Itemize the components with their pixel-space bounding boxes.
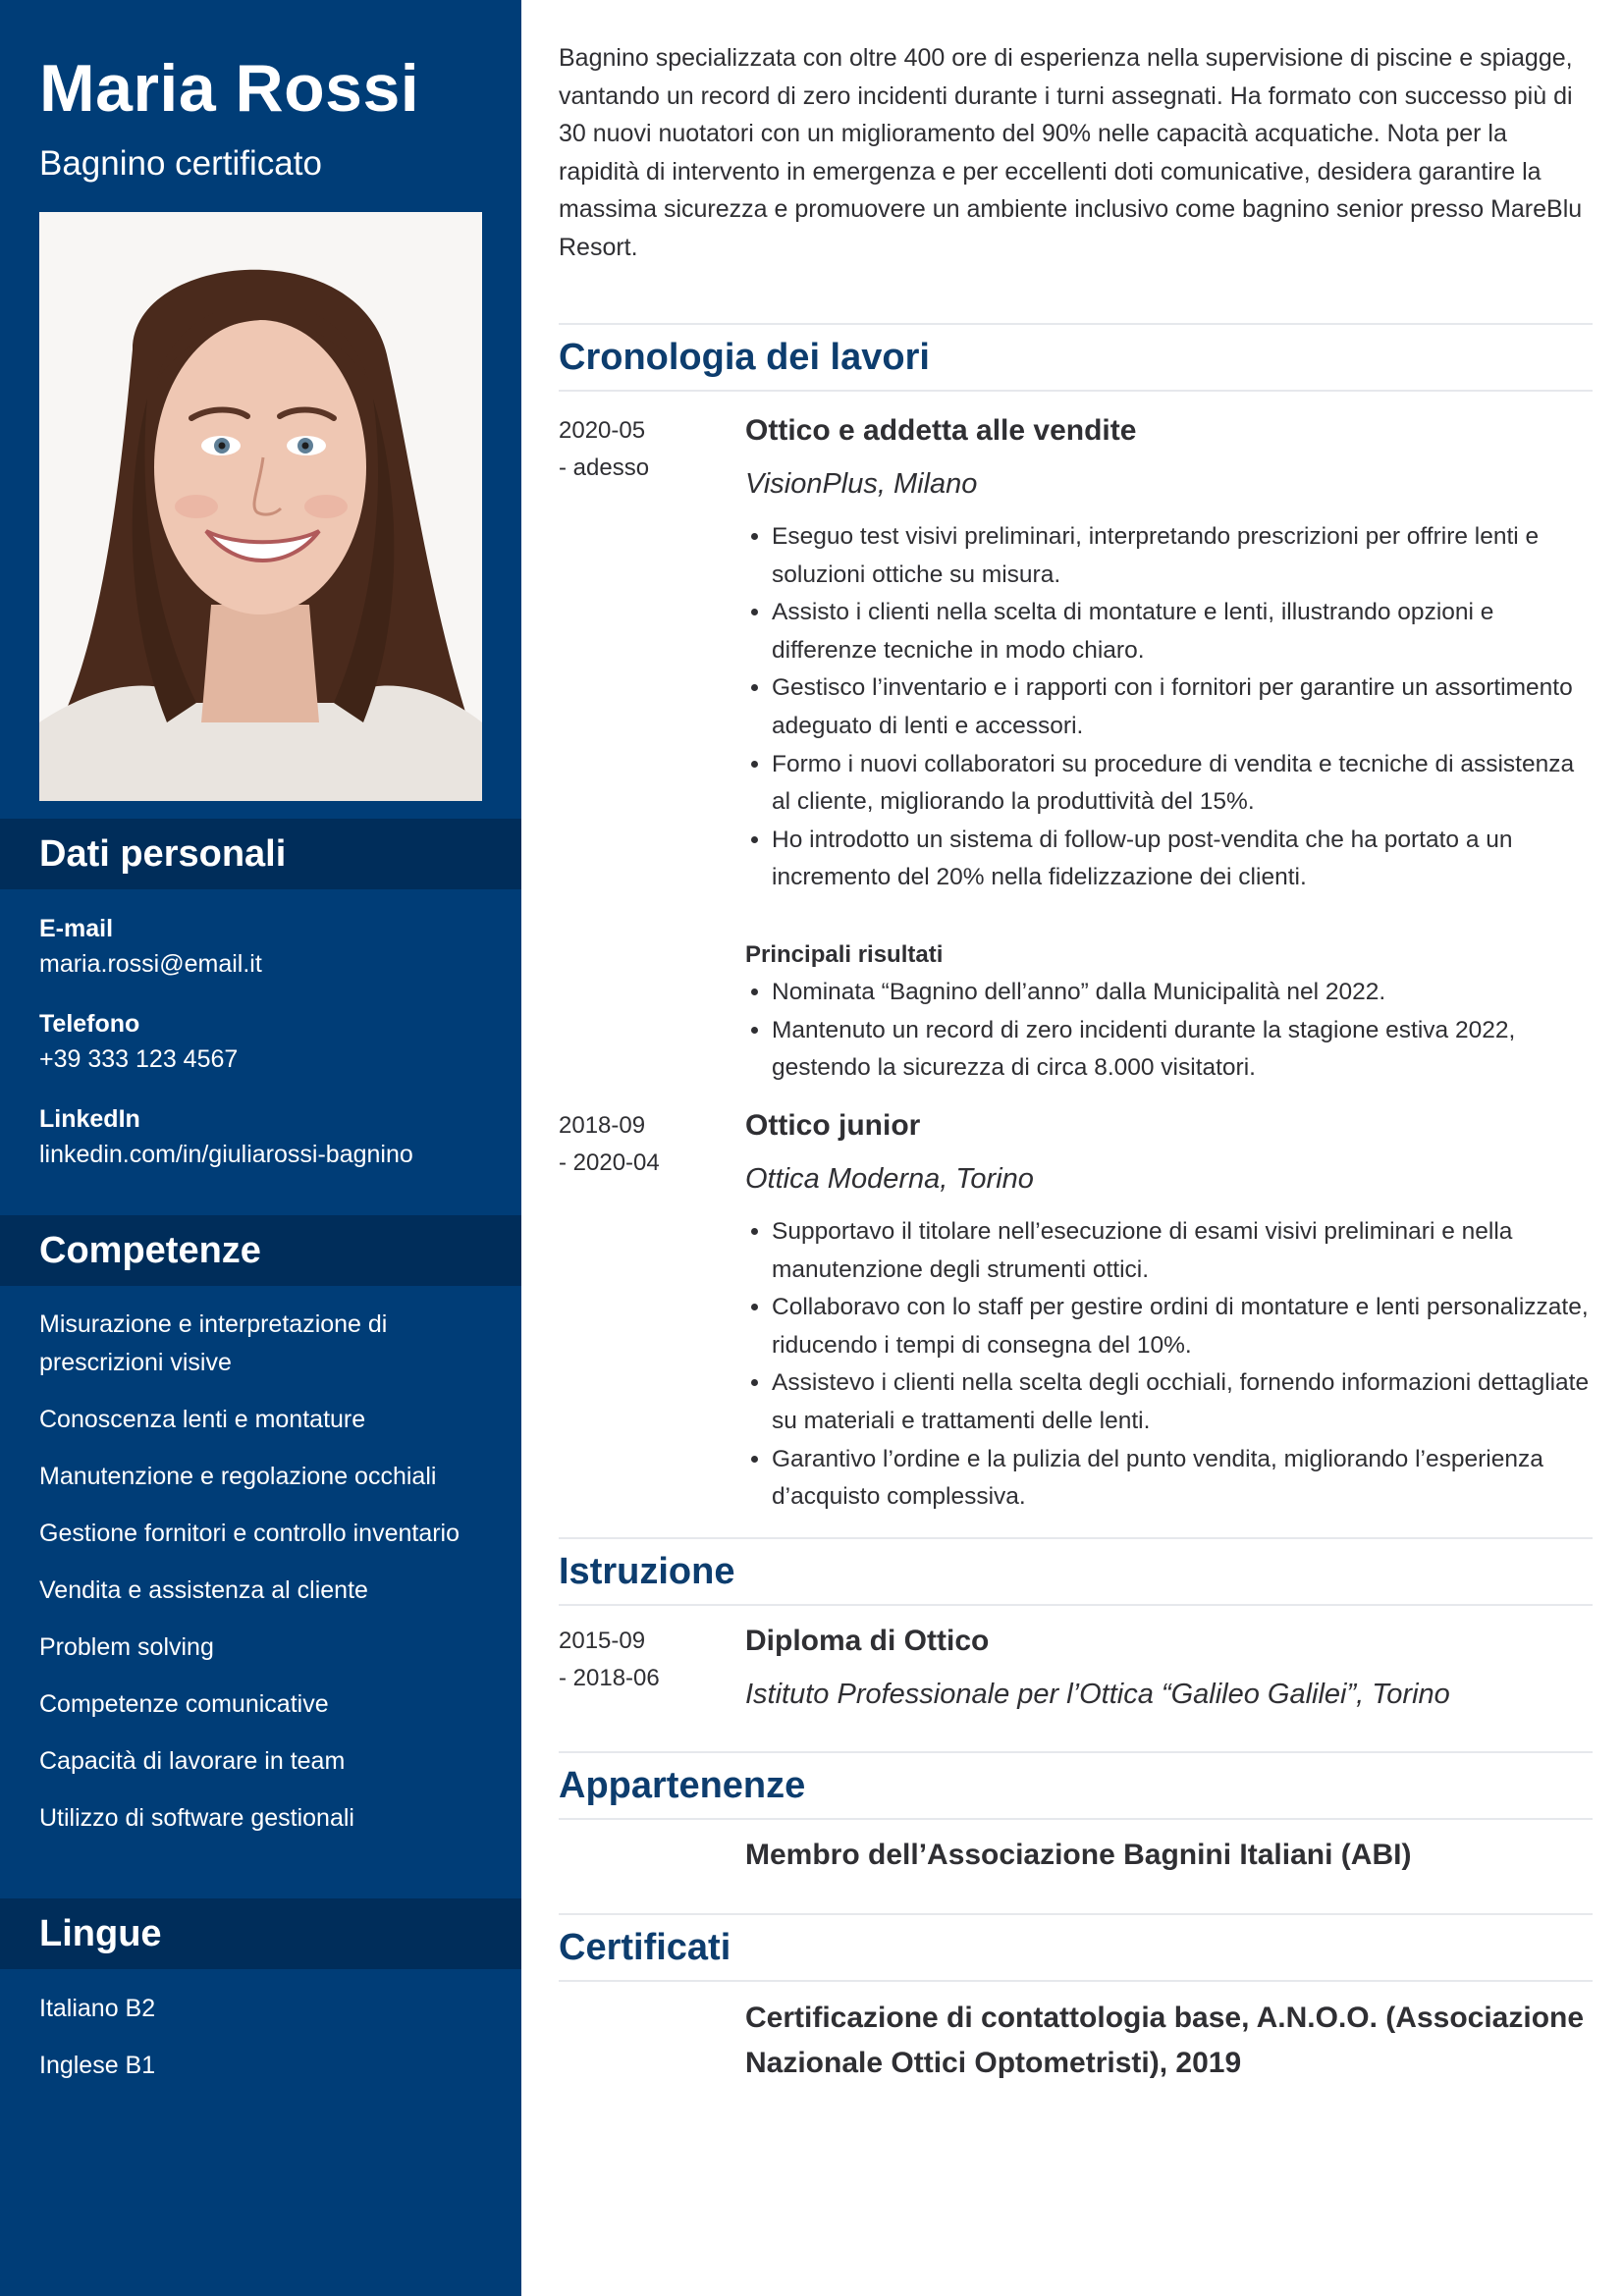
duty-item: • Assistevo i clienti nella scelta degli occhiali, fornendo informazioni dettagliate su materiali e trattamenti delle lenti. <box>772 1364 1593 1440</box>
job-company: VisionPlus, Milano <box>745 468 978 500</box>
skill-item: Utilizzo di software gestionali <box>39 1804 354 1832</box>
duty-item: • Garantivo l’ordine e la pulizia del punto vendita, migliorando l’esperienza d’acquisto complessiva. <box>772 1441 1593 1517</box>
duty-item: • Formo i nuovi collaboratori su procedure di vendita e tecniche di assistenza al cliente, migliorando la produttività del 15%. <box>772 746 1593 822</box>
skills-heading: Competenze <box>0 1215 521 1286</box>
job-body <box>745 412 1593 1088</box>
skill-item: Misurazione e interpretazione di prescrizioni visive <box>39 1310 388 1376</box>
education-body <box>745 1623 1593 1713</box>
candidate-title: Bagnino certificato <box>39 144 322 183</box>
languages-list <box>39 1990 481 2104</box>
certificate-item: Certificazione di contattologia base, A.N.O.O. (Associazione Nazionale Ottici Optometristi), 2019 <box>745 2002 1585 2079</box>
languages-heading: Lingue <box>0 1898 521 1969</box>
job-dates <box>559 1107 726 1182</box>
duty-item: • Gestisco l’inventario e i rapporti con i fornitori per garantire un assortimento adeguato di lenti e accessori. <box>772 669 1593 745</box>
candidate-name: Maria Rossi <box>39 51 420 126</box>
email-value[interactable]: maria.rossi@email.it <box>39 950 262 978</box>
education-degree: Diploma di Ottico <box>745 1625 990 1657</box>
job-duties <box>745 1213 1593 1517</box>
education-dates <box>559 1623 726 1697</box>
personal-data-heading: Dati personali <box>0 819 521 889</box>
skills-list <box>39 1306 481 1856</box>
results-label: Principali risultati <box>745 940 944 968</box>
memberships-heading: Appartenenze <box>559 1751 1593 1820</box>
duty-item: • Collaboravo con lo staff per gestire ordini di montature e lenti personalizzate, riducendo i tempi di consegna del 10%. <box>772 1289 1593 1364</box>
linkedin-block <box>39 1103 501 1172</box>
linkedin-value[interactable]: linkedin.com/in/giuliarossi-bagnino <box>39 1141 413 1168</box>
phone-label: Telefono <box>39 1010 140 1038</box>
education-heading: Istruzione <box>559 1537 1593 1606</box>
membership-item: Membro dell’Associazione Bagnini Italiani (ABI) <box>745 1839 1412 1871</box>
duty-item: • Eseguo test visivi preliminari, interpretando prescrizioni per offrire lenti e soluzioni ottiche su misura. <box>772 518 1593 594</box>
date-end: - 2018-06 <box>559 1665 660 1691</box>
phone-value[interactable]: +39 333 123 4567 <box>39 1045 239 1073</box>
duty-item: • Ho introdotto un sistema di follow-up post-vendita che ha portato a un incremento del 20% nella fidelizzazione dei clienti. <box>772 822 1593 897</box>
linkedin-label: LinkedIn <box>39 1105 140 1133</box>
education-school: Istituto Professionale per l’Ottica “Galileo Galilei”, Torino <box>745 1679 1450 1710</box>
profile-summary: Bagnino specializzata con oltre 400 ore di esperienza nella supervisione di piscine e spiagge, vantando un record di zero incidenti durante i turni assegnati. Ha formato con successo più di 30 nuovi nuotatori con un miglioramento del 90% nelle capacità acquatiche. Nota per la rapidità di intervento in emergenza e per eccellenti doti comunicative, desidera garantire la massima sicurezza e promuovere un ambiente inclusivo come bagnino senior presso MareBlu Resort. <box>559 44 1583 261</box>
date-start: 2015-09 <box>559 1628 646 1654</box>
job-dates <box>559 412 726 487</box>
date-start: 2018-09 <box>559 1112 646 1139</box>
date-end: - 2020-04 <box>559 1149 660 1176</box>
skill-item: Competenze comunicative <box>39 1690 329 1718</box>
skill-item: Problem solving <box>39 1633 214 1661</box>
duty-item: • Supportavo il titolare nell’esecuzione di esami visivi preliminari e nella manutenzione degli strumenti ottici. <box>772 1213 1593 1289</box>
skill-item: Conoscenza lenti e montature <box>39 1406 366 1433</box>
skill-item: Vendita e assistenza al cliente <box>39 1576 368 1604</box>
date-start: 2020-05 <box>559 417 646 444</box>
job-company: Ottica Moderna, Torino <box>745 1163 1034 1195</box>
skill-item: Capacità di lavorare in team <box>39 1747 346 1775</box>
result-item: • Nominata “Bagnino dell’anno” dalla Municipalità nel 2022. <box>772 974 1593 1012</box>
work-history-heading: Cronologia dei lavori <box>559 323 1593 392</box>
certificates-heading: Certificati <box>559 1913 1593 1982</box>
language-item: Italiano B2 <box>39 1995 156 2022</box>
job-duties <box>745 518 1593 897</box>
skill-item: Gestione fornitori e controllo inventario <box>39 1520 460 1547</box>
date-end: - adesso <box>559 454 650 481</box>
phone-block <box>39 1008 501 1077</box>
email-label: E-mail <box>39 915 114 942</box>
skill-item: Manutenzione e regolazione occhiali <box>39 1463 437 1490</box>
language-item: Inglese B1 <box>39 2052 156 2079</box>
job-role: Ottico e addetta alle vendite <box>745 414 1137 447</box>
job-body <box>745 1107 1593 1517</box>
results-list <box>745 974 1593 1088</box>
job-role: Ottico junior <box>745 1109 921 1142</box>
duty-item: • Assisto i clienti nella scelta di montature e lenti, illustrando opzioni e differenze tecniche in modo chiaro. <box>772 594 1593 669</box>
sidebar <box>0 0 521 2296</box>
email-block <box>39 913 501 982</box>
profile-photo <box>39 212 482 801</box>
result-item: • Mantenuto un record di zero incidenti durante la stagione estiva 2022, gestendo la sicurezza di circa 8.000 visitatori. <box>772 1012 1593 1088</box>
